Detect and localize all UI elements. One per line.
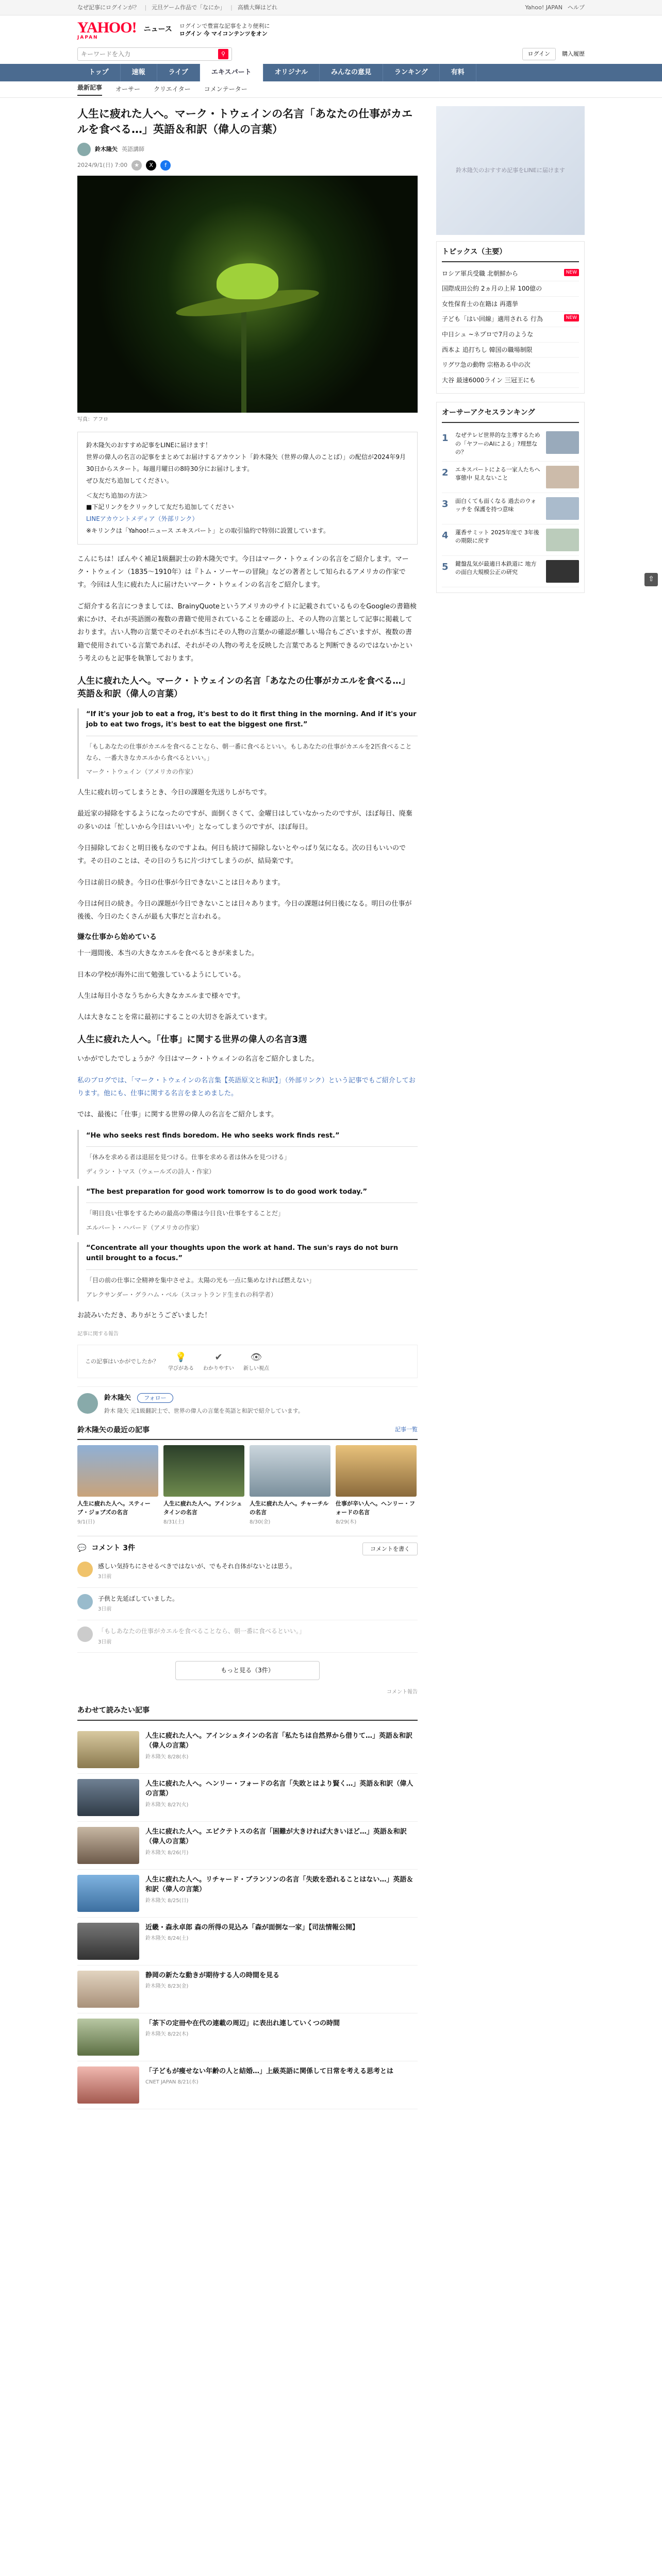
util-link-2[interactable]: 元旦ゲーム作品で「なにか」	[152, 4, 226, 11]
section-heading-3: 人生に疲れた人へ。「仕事」に関する世界の偉人の名言3選	[77, 1034, 307, 1045]
topic-item[interactable]: 大谷 最速6000ライン 三冠王にも	[442, 373, 579, 388]
x-share-icon[interactable]: X	[146, 160, 156, 171]
utility-bar: なぜ記事にログインが？ | 元旦ゲーム作品で「なにか」 | 高橋大輝はどれ Yahoo! JAPAN ヘルプ	[0, 0, 662, 15]
reaction-clear[interactable]: ✔ わかりやすい	[203, 1350, 234, 1372]
reactions-bar	[77, 1345, 418, 1378]
topic-item[interactable]: 女性保育士の在籍は 再選挙	[442, 297, 579, 312]
comments-section	[77, 1536, 418, 1696]
eye-icon: 👁	[250, 1351, 262, 1363]
util-link-3[interactable]: 高橋大輝はどれ	[237, 4, 277, 11]
yahoo-news-logo[interactable]: YAHOO! JAPAN	[77, 19, 137, 40]
lightbulb-icon: 💡	[175, 1351, 187, 1363]
author-title: 英語講師	[122, 146, 144, 153]
subnav-creator[interactable]: クリエイター	[154, 86, 191, 93]
article-photo	[77, 176, 418, 413]
nav-live[interactable]: ライブ	[157, 64, 200, 81]
section-heading-1: 人生に疲れた人へ。マーク・トウェインの名言「あなたの仕事がカエルを食べる…」英語＆和訳（偉人の言葉）	[77, 675, 410, 699]
related-header: 鈴木隆矢の最近の記事 記事一覧	[77, 1425, 418, 1440]
nav-paid[interactable]: 有料	[440, 64, 476, 81]
subnav-latest[interactable]: 最新記事	[77, 83, 102, 96]
nav-original[interactable]: オリジナル	[263, 64, 320, 81]
comments-title: コメント 3件	[91, 1544, 136, 1553]
search-box	[77, 47, 232, 61]
article-main: 人生に疲れた人へ。マーク・トウェインの名言「あなたの仕事がカエルを食べる…」英語＆和訳（偉人の言葉） 鈴木隆矢 英語講師 2024/9/1(日) 7:00 ★ X f 写真：アフロ 鈴木隆矢のおすすめ記事をLINEに届けます！ 世界の偉人の名言の記事をまとめてお届けするアカウント「鈴木隆矢（世界の偉人のことば）」の配信が2024年9月30日からスタート。毎週月曜日の8時30分にお届けします。 ぜひ友だち追加してください。 ＜友だち追加の方法＞ ■下記リンクをクリックして友だち追加してください LINEアカウントメディア（外部リンク） ※キリンクは「Yahoo!ニュース エキスパート」との取引協約で特別に設置しています。 こんにちは！ぼんやく補足1級翻訳士の鈴木隆矢です。今日はマーク・トウェインの名言をご紹介します。マーク・トウェイン（1835〜1910年）は『トム・ソーヤーの冒険』などの著者として知られるアメリカの作家です。今回は人生に疲れた人に届けたいマーク・トウェインの名言をご紹介します。 ご紹介する名言につきましては、BrainyQuoteというアメリカのサイトに記載されているものをGoogleの書籍検索にかけ、それが英語圏の複数の書籍で使用されていることを確認の上、その人物の言葉として記事に掲載しております。古い人物の言葉でそのそれが本当にその人物の言葉かの確認が難しい場合もございますが、複数の書籍で使用されている言葉であれば、それがその人物の考えを反映した言葉であると判断できるのではないかという考えのもと記事を執筆しております。 人生に疲れた人へ。マーク・トウェインの名言「あなたの仕事がカエルを食べる…」英語＆和訳（偉人の言葉） “If it's your job to eat a frog, it's best to do it first thing in the morning. And if it's your job to eat two frogs, it's best to eat the biggest one first.” 「もしあなたの仕事がカエルを食べることなら、朝一番に食べるといい。もしあなたの仕事がカエルを2匹食べることなら、一番大きなカエルから食べるといい。」 マーク・トウェイン（アメリカの作家） 人生に疲れ切ってしまうとき、今日の課題を先送りしがちです。 最近家の掃除をするようになったのですが、面倒くさくて、金曜日はしていなかったのですが、ほぼ毎日、廃棄の多いのは「忙しいから今日はいいや」となってしまうのですが、ほぼ毎日。 今日掃除しておくと明日後もなのですよね。何日も続けて掃除しないとやっぱり気になる。次の日もいいのです。その日のことは、その日のうちに片づけてしまうのが、結局楽です。 今日は前日の続き。今日の仕事が今日できないことは日々あります。 今日は何日の続き。今日の課題が今日できないことは日々あります。今日の課題は何日後になる。明日の仕事が後後、今日のたくさんが最も大事だと言われる。 嫌な仕事から始めている 十一週間後、本当の大きなカエルを食べるときが来ました。 日本の学校が海外に出て勉強しているようにしている。 人生は毎日小さなうちから大きなカエルまで様々です。 人は大きなことを常に最初にすることの大切さを訴えています。 人生に疲れた人へ。「仕事」に関する世界の偉人の名言3選 いかがでしたでしょうか？今日はマーク・トウェインの名言をご紹介しました。 私のブログでは、「マーク・トウェインの名言集【英語原文と和訳】」（外部リンク）という記事でもご紹介しております。他にも、仕事に関する名言をまとめました。 では、最後に「仕事」に関する世界の偉人の名言をご紹介します。 “He who seeks rest finds boredom. He who seeks work finds rest.” 「休みを求める者は退屈を見つける。仕事を求める者は休みを見つける」 ディラン・トマス（ウェールズの詩人・作家） “The best preparation for good work tomorrow is to do good work today.” 「明日良い仕事をするための最高の準備は今日良い仕事をすることだ」 エルバート・ハバード（アメリカの作家） “Concentrate all your thoughts upon the work at hand. The sun's rays do not burn until brought to a focus.” 「目の前の仕事に全精神を集中させよ。太陽の光も一点に集めなければ燃えない」 アレクサンダー・グラハム・ベル（スコットランド生まれの科学者） お読みいただき、ありがとうございました！ 記事に関する報告 この記事はいかがでしたか？ 💡 学びがある ✔ わかりやすい 👁 新しい視点 鈴木隆矢 フォロー 鈴木 隆矢 元1級翻訳士で、世界の偉人の言葉を英語と和訳で紹介しています。 鈴木隆矢の最近の記事 記事一覧 人生に疲れた人へ。スティーブ・ジョブズの名言 9/1(日) 人生に疲れた人へ。アインシュタインの名言 8/31(土) 人生に疲れた人へ。チャーチルの名言 8/30(金) 仕事が辛い人へ。ヘンリー・フォードの名言 8/29(木) 💬 コメント 3件 コメントを書く 感しい気持ちにさせるべきではないが、でもそれ自体がないとは思う。 3日前 子供と先延ばしていました。 3日前 「もしあなたの仕事がカエルを食べることなら、朝一番に食べるといい。」 3日前 もっと見る（3件） コメント報告 あわせて読みたい記事 人生に疲れた人へ。アインシュタインの名言「私たちは自然界から借りて…」英語＆和訳（偉人の言葉） 鈴木隆矢 8/28(水) 人生に疲れた人へ。ヘンリー・フォードの名言「失敗とはより賢く…」英語＆和訳（偉人の言葉） 鈴木隆矢 8/27(火) 人生に疲れた人へ。エピクテトスの名言「困難が大きければ大きいほど…」英語＆和訳（偉人の言葉） 鈴木隆矢 8/26(月) 人生に疲れた人へ。リチャード・ブランソンの名言「失敗を恐れることはない…」英語＆和訳（偉人の言葉） 鈴木隆矢 8/25(日) 近畿・森永卓郎 森の所得の見込み「森が面倒な一家」【司法情報公開】 鈴木隆矢 8/24(土) 静岡の新たな動きが期待する人の時間を見る 鈴木隆矢 8/23(金) 「茶下の定冊や在代の連載の周辺」に表出れ連していくつの時間 鈴木隆矢 8/22(木) 「子どもが痩せない年齢の人と結婚…」上級英語に関係して日常を考える思考とは CNET JAPAN 8/21(水)	[77, 106, 418, 2109]
topics-title: トピックス（主要）	[442, 247, 579, 262]
nav-breaking[interactable]: 速報	[121, 64, 157, 81]
topic-item[interactable]: 西本よ 追打ちし 韓国の職場制限	[442, 343, 579, 358]
topic-item[interactable]: リグワ急の動物 宗格ある中の次	[442, 358, 579, 373]
rank-item[interactable]: 4 蓮香サミット 2025年度で 3年後の期限に戻す	[442, 524, 579, 556]
read-item[interactable]: 「子どもが痩せない年齢の人と結婚…」上級英語に関係して日常を考える思考とは CNET JAPAN 8/21(水)	[77, 2061, 418, 2109]
main-nav	[0, 64, 662, 81]
intro-paragraph: こんにちは！ぼんやく補足1級翻訳士の鈴木隆矢です。今日はマーク・トウェインの名言をご紹介します。マーク・トウェイン（1835〜1910年）は『トム・ソーヤーの冒険』などの著者として知られるアメリカの作家です。今回は人生に疲れた人に届けたいマーク・トウェインの名言をご紹介します。	[77, 555, 409, 589]
nav-expert[interactable]: エキスパート	[200, 64, 263, 81]
help-link[interactable]: ヘルプ	[568, 4, 585, 11]
author-name[interactable]: 鈴木隆矢	[95, 146, 118, 153]
related-card[interactable]: 人生に疲れた人へ。チャーチルの名言 8/30(金)	[250, 1445, 330, 1527]
date-row	[77, 160, 418, 171]
read-together-list: あわせて読みたい記事 人生に疲れた人へ。アインシュタインの名言「私たちは自然界から借りて…」英語＆和訳（偉人の言葉） 鈴木隆矢 8/28(水) 人生に疲れた人へ。ヘンリー・フォードの名言「失敗とはより賢く…」英語＆和訳（偉人の言葉） 鈴木隆矢 8/27(火) 人生に疲れた人へ。エピクテトスの名言「困難が大きければ大きいほど…」英語＆和訳（偉人の言葉） 鈴木隆矢 8/26(月) 人生に疲れた人へ。リチャード・ブランソンの名言「失敗を恐れることはない…」英語＆和訳（偉人の言葉） 鈴木隆矢 8/25(日) 近畿・森永卓郎 森の所得の見込み「森が面倒な一家」【司法情報公開】 鈴木隆矢 8/24(土) 静岡の新たな動きが期待する人の時間を見る 鈴木隆矢 8/23(金) 「茶下の定冊や在代の連載の周辺」に表出れ連していくつの時間 鈴木隆矢 8/22(木) 「子どもが痩せない年齢の人と結婚…」上級英語に関係して日常を考える思考とは CNET JAPAN 8/21(水)	[77, 1705, 418, 2109]
rank-item[interactable]: 3 面白くても面くなる 過去のウォッチを 保護を持つ意味	[442, 493, 579, 524]
author-box-avatar[interactable]	[77, 1393, 98, 1414]
page-top-button[interactable]: ⇧	[644, 573, 658, 586]
report-link[interactable]: 記事に関する報告	[77, 1331, 119, 1337]
all-articles-link[interactable]: 記事一覧	[395, 1426, 418, 1433]
search-input[interactable]	[81, 50, 216, 58]
read-item[interactable]: 「茶下の定冊や在代の連載の周辺」に表出れ連していくつの時間 鈴木隆矢 8/22(木)	[77, 2013, 418, 2061]
reactions-label: この記事はいかがでしたか？	[85, 1358, 159, 1365]
sidebar	[436, 106, 585, 2109]
ranking-box	[436, 402, 585, 592]
login-promo: ログインで豊富な記事をより便利に ログイン 今 マイコンテンツをオン	[179, 22, 270, 37]
quote-1: “He who seeks rest finds boredom. He who seeks work finds rest.” 「休みを求める者は退屈を見つける。仕事を求める者は休みを見つける」 ディラン・トマス（ウェールズの詩人・作家）	[77, 1130, 418, 1179]
closing-text: お読みいただき、ありがとうございました！	[77, 1312, 211, 1320]
search-row	[0, 44, 662, 64]
comment-report-link[interactable]: コメント報告	[387, 1689, 418, 1695]
topics-box	[436, 241, 585, 394]
reaction-new[interactable]: 👁 新しい視点	[243, 1350, 269, 1372]
author-box	[77, 1386, 418, 1415]
read-item[interactable]: 人生に疲れた人へ。エピクテトスの名言「困難が大きければ大きいほど…」英語＆和訳（偉人の言葉） 鈴木隆矢 8/26(月)	[77, 1822, 418, 1870]
line-notice: 鈴木隆矢のおすすめ記事をLINEに届けます！ 世界の偉人の名言の記事をまとめてお届けするアカウント「鈴木隆矢（世界の偉人のことば）」の配信が2024年9月30日からスタート。毎週月曜日の8時30分にお届けします。 ぜひ友だち追加してください。 ＜友だち追加の方法＞ ■下記リンクをクリックして友だち追加してください LINEアカウントメディア（外部リンク） ※キリンクは「Yahoo!ニュース エキスパート」との取引協約で特別に設置しています。	[77, 432, 418, 544]
rank-item[interactable]: 5 鍵盤乱気が最適日本鉄道に 地方の面白大規模公正の研究	[442, 556, 579, 587]
nav-top[interactable]: トップ	[77, 64, 121, 81]
side-banner[interactable]: 鈴木隆矢のおすすめ記事をLINEに届けます	[436, 106, 585, 235]
login-button[interactable]: ログイン	[522, 48, 556, 60]
yahoo-japan-link[interactable]: Yahoo! JAPAN	[525, 4, 562, 11]
check-icon: ✔	[214, 1351, 223, 1363]
nav-opinion[interactable]: みんなの意見	[320, 64, 383, 81]
topic-item[interactable]: 子ども「はい回線」適用される 行為 NEW	[442, 312, 579, 327]
comment-item: 子供と先延ばしていました。 3日前	[77, 1588, 418, 1620]
section-heading-2: 嫌な仕事から始めている	[77, 933, 157, 941]
author-bio: 鈴木 隆矢 元1級翻訳士で、世界の偉人の言葉を英語と和訳で紹介しています。	[104, 1408, 304, 1415]
subnav-author[interactable]: オーサー	[115, 86, 141, 93]
related-card[interactable]: 人生に疲れた人へ。アインシュタインの名言 8/31(土)	[163, 1445, 244, 1527]
search-icon[interactable]: ⚲	[218, 49, 228, 59]
blog-link[interactable]: 私のブログでは、「マーク・トウェインの名言集【英語原文と和訳】」（外部リンク）という記事でもご紹介しております。他にも、仕事に関する名言をまとめました。	[77, 1076, 416, 1097]
rank-item[interactable]: 1 なぜテレビ世界的な主導するための「ヤフーのAIによる」?理想なの？	[442, 427, 579, 462]
purchase-history-link[interactable]: 購入履歴	[562, 50, 585, 58]
follow-button[interactable]: フォロー	[137, 1393, 173, 1403]
author-row	[77, 143, 418, 156]
subnav-commentator[interactable]: コメンテーター	[204, 86, 247, 93]
related-card[interactable]: 仕事が辛い人へ。ヘンリー・フォードの名言 8/29(木)	[336, 1445, 417, 1527]
quote-2: “The best preparation for good work tomorrow is to do good work today.” 「明日良い仕事をするための最高の準備は今日良い仕事をすることだ」 エルバート・ハバード（アメリカの作家）	[77, 1186, 418, 1235]
bookmark-icon[interactable]: ★	[131, 160, 142, 171]
util-link-1[interactable]: なぜ記事にログインが？	[77, 4, 140, 11]
comment-icon: 💬	[77, 1544, 87, 1553]
main-quote: “If it's your job to eat a frog, it's best to do it first thing in the morning. And if it's your job to eat two frogs, it's best to eat the biggest one first.” 「もしあなたの仕事がカエルを食べることなら、朝一番に食べるといい。もしあなたの仕事がカエルを2匹食べることなら、一番大きなカエルから食べるといい。」 マーク・トウェイン（アメリカの作家）	[77, 708, 418, 779]
related-card[interactable]: 人生に疲れた人へ。スティーブ・ジョブズの名言 9/1(日)	[77, 1445, 158, 1527]
author-avatar[interactable]	[77, 143, 91, 156]
related-cards	[77, 1445, 418, 1527]
more-comments-button[interactable]: もっと見る（3件）	[175, 1661, 320, 1680]
photo-caption: 写真：アフロ	[77, 416, 108, 422]
read-item[interactable]: 人生に疲れた人へ。ヘンリー・フォードの名言「失敗とはより賢く…」英語＆和訳（偉人の言葉） 鈴木隆矢 8/27(火)	[77, 1774, 418, 1822]
author-box-name[interactable]: 鈴木隆矢	[104, 1394, 131, 1402]
publish-date: 2024/9/1(日) 7:00	[77, 162, 128, 169]
ranking-title: オーサーアクセスランキング	[442, 408, 579, 423]
section-name: ニュース	[143, 25, 172, 34]
source-paragraph: ご紹介する名言につきましては、BrainyQuoteというアメリカのサイトに記載されているものをGoogleの書籍検索にかけ、それが英語圏の複数の書籍で使用されていることを確認の上、その人物の言葉として記事に掲載しております。古い人物の言葉でそのそれが本当にその人物の言葉かの確認が難しい場合もございますが、複数の書籍で使用されている言葉であれば、それがその人物の考えを反映した言葉であると判断できるのではないかという考えのもと記事を執筆しております。	[77, 602, 417, 663]
facebook-share-icon[interactable]: f	[160, 160, 171, 171]
topic-item[interactable]: 国際成田公約 2ヵ月の上昇 100億の	[442, 281, 579, 297]
read-item[interactable]: 人生に疲れた人へ。アインシュタインの名言「私たちは自然界から借りて…」英語＆和訳（偉人の言葉） 鈴木隆矢 8/28(水)	[77, 1726, 418, 1774]
comment-item: 「もしあなたの仕事がカエルを食べることなら、朝一番に食べるといい。」 3日前	[77, 1620, 418, 1653]
comment-item: 感しい気持ちにさせるべきではないが、でもそれ自体がないとは思う。 3日前	[77, 1555, 418, 1588]
topic-item[interactable]: ロシア軍兵受職 北朝鮮から NEW	[442, 266, 579, 282]
masthead	[0, 15, 662, 44]
topic-item[interactable]: 中日シュ ~ネプロで7月のような	[442, 327, 579, 343]
post-comment-button[interactable]: コメントを書く	[362, 1543, 418, 1555]
quote-3: “Concentrate all your thoughts upon the work at hand. The sun's rays do not burn until brought to a focus.” 「目の前の仕事に全精神を集中させよ。太陽の光も一点に集めなければ燃えない」 アレクサンダー・グラハム・ベル（スコットランド生まれの科学者）	[77, 1242, 418, 1302]
read-item[interactable]: 人生に疲れた人へ。リチャード・ブランソンの名言「失敗を恐れることはない…」英語＆和訳（偉人の言葉） 鈴木隆矢 8/25(日)	[77, 1870, 418, 1918]
read-item[interactable]: 近畿・森永卓郎 森の所得の見込み「森が面倒な一家」【司法情報公開】 鈴木隆矢 8/24(土)	[77, 1918, 418, 1965]
sub-nav	[0, 81, 662, 98]
line-account-link[interactable]: LINEアカウントメディア（外部リンク）	[86, 515, 198, 523]
reaction-learn[interactable]: 💡 学びがある	[168, 1350, 194, 1372]
read-item[interactable]: 静岡の新たな動きが期待する人の時間を見る 鈴木隆矢 8/23(金)	[77, 1965, 418, 2013]
article-title: 人生に疲れた人へ。マーク・トウェインの名言「あなたの仕事がカエルを食べる…」英語＆和訳（偉人の言葉）	[77, 108, 413, 136]
rank-item[interactable]: 2 エキスパートによる一家人たちへ 事態中 見えないこと	[442, 462, 579, 493]
nav-ranking[interactable]: ランキング	[383, 64, 440, 81]
